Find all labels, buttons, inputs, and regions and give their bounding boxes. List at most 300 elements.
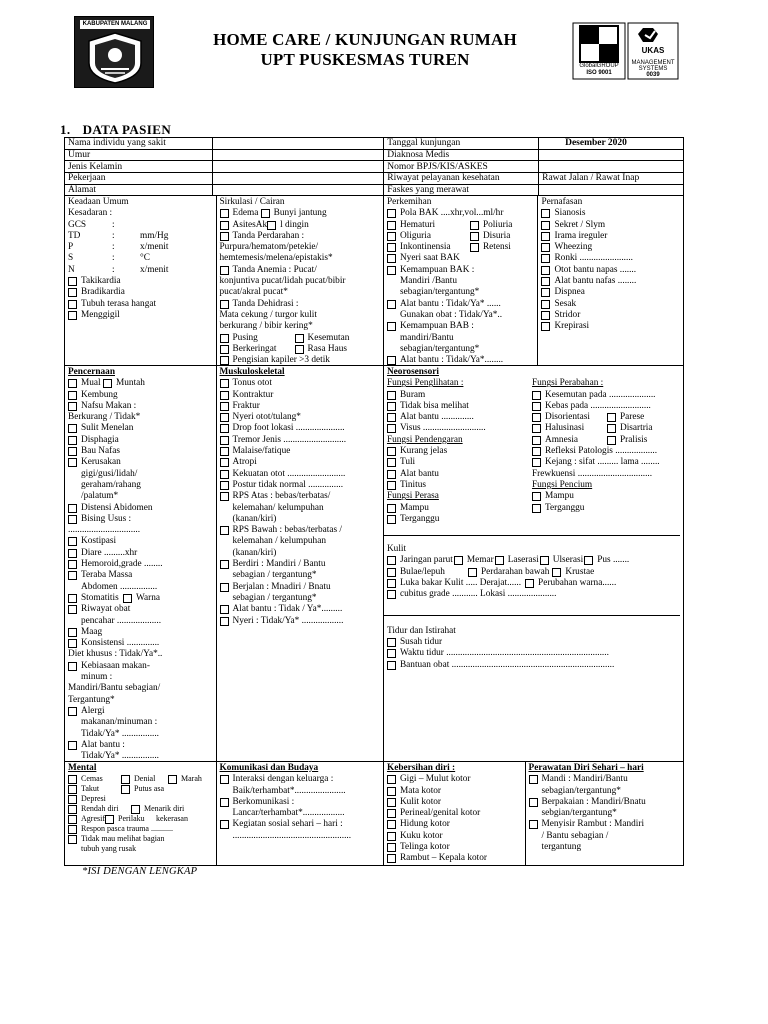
checkbox[interactable] (68, 639, 77, 648)
info-value-cell[interactable] (539, 161, 684, 173)
info-value-cell[interactable] (539, 149, 684, 161)
keadaan-umum-section (65, 196, 217, 365)
checkbox[interactable] (220, 266, 229, 275)
checkbox[interactable] (295, 334, 304, 343)
section-number: 1. (60, 122, 71, 137)
pus-label: Pus ....... (597, 555, 630, 566)
interaksi-label: Interaksi dengan keluarga : (232, 774, 334, 785)
dingin-label: l dingin (280, 219, 309, 230)
checkbox[interactable] (541, 221, 550, 230)
penglihatan-item[interactable] (387, 412, 532, 423)
patient-info-body (65, 138, 684, 196)
checkbox[interactable] (607, 424, 616, 433)
checkbox[interactable] (220, 334, 229, 343)
checkbox[interactable] (454, 556, 463, 565)
checkbox[interactable] (387, 556, 396, 565)
checkbox[interactable] (387, 832, 396, 841)
vital-cell: N (68, 264, 75, 275)
mental-title: Mental (68, 763, 97, 773)
pernafasan-item[interactable] (541, 287, 680, 298)
checkbox[interactable] (387, 809, 396, 818)
refleksi-label: Refleksi Patologis .................. (544, 446, 658, 457)
perabahan-items (532, 390, 677, 413)
checkbox[interactable] (220, 221, 229, 230)
checkbox[interactable] (220, 458, 229, 467)
checkbox[interactable] (532, 413, 541, 422)
perkemihan-section (384, 196, 539, 365)
halusinasi-label: Halusinasi (544, 423, 585, 434)
checkbox[interactable] (68, 662, 77, 671)
checkbox[interactable] (68, 515, 77, 524)
checkbox[interactable] (220, 775, 229, 784)
checkbox[interactable] (387, 232, 396, 241)
tidur-item[interactable] (387, 648, 677, 659)
checkbox[interactable] (387, 402, 396, 411)
checkbox[interactable] (220, 379, 229, 388)
vital-cell: TD (68, 230, 81, 241)
pendengaran-item[interactable] (387, 446, 532, 457)
checkbox[interactable] (387, 787, 396, 796)
checkbox[interactable] (387, 424, 396, 433)
checkbox-label: Alat bantu nafas ........ (554, 276, 637, 287)
checkbox[interactable] (387, 209, 396, 218)
pernafasan-item[interactable] (541, 220, 680, 231)
checkbox[interactable] (68, 835, 77, 844)
checkbox[interactable] (220, 560, 229, 569)
checkbox[interactable] (387, 504, 396, 513)
checkbox[interactable] (607, 436, 616, 445)
pencium-item[interactable] (532, 503, 677, 514)
checkbox-label: Telinga kotor (399, 842, 450, 853)
checkbox[interactable] (540, 556, 549, 565)
checkbox[interactable] (387, 322, 396, 331)
section-title: DATA PASIEN (82, 122, 172, 137)
perasa-items (387, 503, 532, 526)
info-value-cell[interactable]: Rawat Jalan / Rawat Inap (539, 173, 684, 185)
checkbox[interactable] (267, 221, 276, 230)
perasa-item[interactable] (387, 514, 532, 525)
tanda-dehidrasi-label: Tanda Dehidrasi : (232, 298, 299, 309)
checkbox[interactable] (387, 590, 396, 599)
checkbox[interactable] (387, 447, 396, 456)
vital-cell: : (112, 264, 115, 275)
checkbox[interactable] (607, 413, 616, 422)
checkbox[interactable] (220, 232, 229, 241)
kemampuan-bak-label: Kemampuan BAK : (399, 264, 475, 275)
checkbox[interactable] (532, 424, 541, 433)
info-value-cell[interactable] (212, 138, 383, 150)
checkbox[interactable] (68, 277, 77, 286)
checkbox[interactable] (220, 413, 229, 422)
komunikasi-section (217, 762, 384, 865)
interaksi-detail: Baik/terhambat*...................... (232, 785, 346, 796)
checkbox-label: Postur tidak normal ............... (232, 479, 344, 490)
pencahar-label: pencahar ................... (81, 615, 162, 626)
neuro-title: Neorosensori (386, 367, 439, 377)
kebersihan-item[interactable] (387, 853, 522, 864)
checkbox[interactable] (168, 775, 177, 784)
checkbox-label: Disphagia (81, 434, 119, 445)
checkbox[interactable] (541, 243, 550, 252)
info-value-cell[interactable] (212, 149, 383, 161)
riwayat-obat-label: Riwayat obat (81, 604, 131, 615)
logo-text: KABUPATEN MALANG (80, 20, 150, 29)
berdiri-detail: sebagian / tergantung* (232, 570, 317, 581)
info-label-cell: Riwayat pelayanan kesehatan (384, 173, 539, 185)
checkbox[interactable] (470, 243, 479, 252)
checkbox-label: Ronki ....................... (554, 253, 633, 264)
kebersihan-item[interactable] (387, 808, 522, 819)
keadaan-item[interactable] (68, 310, 213, 321)
kerusakan-detail-3: /palatum* (81, 491, 119, 502)
pralisis-label: Pralisis (619, 434, 648, 445)
muskulo-item[interactable] (220, 480, 380, 491)
checkbox[interactable] (220, 424, 229, 433)
keadaan-item[interactable] (68, 287, 213, 298)
muskulo-item[interactable] (220, 378, 380, 389)
checkbox[interactable] (68, 447, 77, 456)
penglihatan-item[interactable] (387, 423, 532, 434)
checkbox[interactable] (468, 568, 477, 577)
pernafasan-item[interactable] (541, 208, 680, 219)
checkbox[interactable] (529, 820, 538, 829)
checkbox[interactable] (541, 254, 550, 263)
checkbox[interactable] (68, 775, 77, 784)
info-label-cell: Pekerjaan (65, 173, 213, 185)
checkbox[interactable] (68, 402, 77, 411)
checkbox[interactable] (387, 458, 396, 467)
checkbox[interactable] (68, 815, 77, 824)
checkbox[interactable] (220, 345, 229, 354)
checkbox[interactable] (123, 594, 132, 603)
vital-cell: : (112, 242, 115, 253)
checkbox[interactable] (68, 458, 77, 467)
vital-cell: : (112, 253, 115, 264)
pendengaran-item[interactable] (387, 457, 532, 468)
checkbox[interactable] (220, 481, 229, 490)
checkbox-label: Mata kotor (399, 785, 442, 796)
bising-usus-label: Bising Usus : (81, 513, 132, 524)
checkbox[interactable] (68, 504, 77, 513)
disartria-label: Disartria (619, 423, 653, 434)
alat-bantu-label: Alat bantu : (81, 739, 125, 750)
vital-cell: : (112, 230, 115, 241)
muskulo-item[interactable] (220, 401, 380, 412)
checkbox[interactable] (220, 820, 229, 829)
checkbox[interactable] (541, 311, 550, 320)
checkbox[interactable] (532, 492, 541, 501)
kebersihan-item[interactable] (387, 831, 522, 842)
muntah-label: Muntah (116, 378, 145, 389)
checkbox[interactable] (103, 379, 112, 388)
checkbox[interactable] (68, 436, 77, 445)
muskuloskeletal-section (217, 366, 384, 761)
checkbox[interactable] (387, 254, 396, 263)
checkbox[interactable] (131, 805, 140, 814)
checkbox-label: Terganggu (544, 502, 585, 513)
neurosensori-section (384, 366, 683, 761)
checkbox[interactable] (387, 266, 396, 275)
poliuria-label: Poliuria (482, 219, 513, 230)
checkbox[interactable] (68, 571, 77, 580)
kebersihan-item[interactable] (387, 774, 522, 785)
berkomunikasi-detail: Lancar/terhambat*.................. (232, 808, 345, 819)
checkbox[interactable] (387, 843, 396, 852)
checkbox[interactable] (68, 805, 77, 814)
takut-label: Takut (81, 784, 100, 794)
vital-row (68, 265, 213, 276)
checkbox[interactable] (387, 470, 396, 479)
muskulo-item[interactable] (220, 469, 380, 480)
checkbox[interactable] (68, 300, 77, 309)
pendengaran-item[interactable] (387, 469, 532, 480)
putus-asa-label: Putus asa (134, 784, 164, 794)
checkbox[interactable] (532, 436, 541, 445)
dehidrasi-detail-2: berkurang / bibir kering* (219, 321, 313, 332)
checkbox[interactable] (541, 266, 550, 275)
checkbox[interactable] (541, 209, 550, 218)
checkbox[interactable] (387, 820, 396, 829)
checkbox-label: Buram (399, 389, 426, 400)
checkbox[interactable] (495, 556, 504, 565)
checkbox[interactable] (541, 277, 550, 286)
pencernaan-items (68, 423, 213, 457)
cert-left-text (574, 63, 624, 77)
checkbox[interactable] (220, 447, 229, 456)
muskulo-item[interactable] (220, 423, 380, 434)
info-value-cell[interactable] (539, 184, 684, 196)
muskulo-item[interactable] (220, 435, 380, 446)
checkbox[interactable] (68, 795, 77, 804)
muskulo-item[interactable] (220, 457, 380, 468)
checkbox[interactable] (68, 560, 77, 569)
checkbox[interactable] (220, 492, 229, 501)
pernafasan-item[interactable] (541, 310, 680, 321)
mandiri-label: Mandiri/Bantu sebagian/ (68, 683, 161, 694)
checkbox[interactable] (261, 209, 270, 218)
kebersihan-item[interactable] (387, 819, 522, 830)
perabahan-item[interactable] (532, 390, 677, 401)
info-value-cell[interactable] (212, 173, 383, 185)
pernafasan-item[interactable] (541, 321, 680, 332)
checkbox[interactable] (68, 605, 77, 614)
checkbox[interactable] (387, 391, 396, 400)
checkbox[interactable] (68, 741, 77, 750)
checkbox-label: Waktu tidur ...................................................................... (399, 648, 609, 659)
checkbox[interactable] (387, 775, 396, 784)
checkbox[interactable] (387, 579, 396, 588)
checkbox[interactable] (68, 537, 77, 546)
frekuensi-label: Frewkuensi ................................ (531, 468, 653, 479)
checkbox[interactable] (220, 470, 229, 479)
checkbox[interactable] (387, 649, 396, 658)
checkbox[interactable] (584, 556, 593, 565)
perkemihan-title: Perkemihan (386, 197, 432, 207)
tidur-item[interactable] (387, 660, 677, 671)
berpakaian-label: Berpakaian : Mandiri/Bnatu (541, 796, 646, 807)
pencernaan-item[interactable] (68, 435, 213, 446)
checkbox[interactable] (387, 243, 396, 252)
pencernaan-item[interactable] (68, 446, 213, 457)
info-value-cell[interactable]: Desember 2020 (539, 138, 684, 150)
keadaan-item[interactable] (68, 299, 213, 310)
pernafasan-item[interactable] (541, 231, 680, 242)
checkbox[interactable] (387, 515, 396, 524)
checkbox[interactable] (68, 785, 77, 794)
perabahan-title: Fungsi Perabahan : (531, 378, 604, 389)
tidak-mau-melihat-label: Tidak mau melihat bagian (81, 834, 165, 844)
info-value-cell[interactable] (212, 161, 383, 173)
pernafasan-item[interactable] (541, 253, 680, 264)
muskulo-item[interactable] (220, 412, 380, 423)
penglihatan-item[interactable] (387, 390, 532, 401)
perabahan-item[interactable] (532, 401, 677, 412)
pernafasan-item[interactable] (541, 265, 680, 276)
checkbox[interactable] (532, 504, 541, 513)
checkbox-label: Kuku kotor (399, 830, 443, 841)
nyeri-bak-label: Nyeri saat BAK (399, 253, 460, 264)
info-row (65, 161, 684, 173)
checkbox[interactable] (387, 798, 396, 807)
pernafasan-item[interactable] (541, 299, 680, 310)
checkbox[interactable] (387, 356, 396, 365)
gunakan-obat-label: Gunakan obat : Tidak/Ya*.. (399, 309, 503, 320)
info-row (65, 173, 684, 185)
pencernaan-item[interactable] (68, 423, 213, 434)
checkbox[interactable] (68, 549, 77, 558)
checkbox[interactable] (220, 798, 229, 807)
checkbox[interactable] (532, 458, 541, 467)
parese-label: Parese (619, 412, 645, 423)
vital-row (68, 242, 213, 253)
checkbox[interactable] (68, 424, 77, 433)
checkbox[interactable] (529, 798, 538, 807)
checkbox[interactable] (220, 356, 229, 365)
dehidrasi-detail-1: Mata cekung / turgor kulit (219, 309, 317, 320)
checkbox[interactable] (387, 481, 396, 490)
checkbox[interactable] (532, 402, 541, 411)
tanda-anemia-label: Tanda Anemia : Pucat/ (232, 264, 317, 275)
muskulo-item[interactable] (220, 390, 380, 401)
checkbox[interactable] (68, 311, 77, 320)
checkbox[interactable] (220, 209, 229, 218)
info-label-cell: Nama individu yang sakit (65, 138, 213, 150)
neuro-right-col (532, 378, 677, 525)
checkbox[interactable] (532, 391, 541, 400)
alergi-detail-1: makanan/minuman : (81, 717, 158, 728)
kebersihan-item[interactable] (387, 786, 522, 797)
checkbox[interactable] (68, 379, 77, 388)
alat-bantu-musk-label: Alat bantu : Tidak / Ya*......... (232, 604, 343, 615)
checkbox[interactable] (121, 775, 130, 784)
rps-atas-detail-2: (kanan/kiri) (232, 513, 277, 524)
checkbox[interactable] (387, 854, 396, 863)
checkbox[interactable] (387, 661, 396, 670)
checkbox-label: Tubuh terasa hangat (81, 298, 157, 309)
checkbox[interactable] (387, 638, 396, 647)
muskulo-item[interactable] (220, 446, 380, 457)
checkbox[interactable] (220, 436, 229, 445)
checkbox[interactable] (68, 825, 77, 834)
info-label-cell: Jenis Kelamin (65, 161, 213, 173)
pencium-item[interactable] (532, 491, 677, 502)
checkbox[interactable] (525, 579, 534, 588)
checkbox[interactable] (470, 232, 479, 241)
oliguria-label: Oliguria (399, 230, 431, 241)
checkbox[interactable] (541, 322, 550, 331)
checkbox[interactable] (541, 232, 550, 241)
warna-label: Warna (136, 592, 161, 603)
info-value-cell[interactable] (212, 184, 383, 196)
checkbox[interactable] (68, 628, 77, 637)
checkbox[interactable] (220, 391, 229, 400)
pernafasan-item[interactable] (541, 276, 680, 287)
pengisian-kapiler-label: Pengisian kapiler >3 detik (232, 355, 330, 365)
checkbox[interactable] (220, 605, 229, 614)
checkbox[interactable] (387, 221, 396, 230)
kebersihan-item[interactable] (387, 842, 522, 853)
vital-cell: : (112, 219, 115, 230)
checkbox[interactable] (295, 345, 304, 354)
checkbox[interactable] (387, 413, 396, 422)
kostipasi-label: Kostipasi (81, 536, 117, 547)
checkbox[interactable] (541, 288, 550, 297)
checkbox[interactable] (470, 221, 479, 230)
perubahan-warna-label: Perubahan warna...... (538, 578, 617, 589)
checkbox[interactable] (552, 568, 561, 577)
pendengaran-item[interactable] (387, 480, 532, 491)
crest-icon (83, 31, 147, 85)
checkbox[interactable] (68, 707, 77, 716)
checkbox-label: Mampu (544, 491, 574, 502)
kulit-title: Kulit (386, 544, 407, 555)
perdarahan-detail-1: Purpura/hematom/petekie/ (219, 242, 319, 253)
keadaan-item[interactable] (68, 276, 213, 287)
checkbox[interactable] (220, 617, 229, 626)
pernafasan-item[interactable] (541, 242, 680, 253)
checkbox[interactable] (68, 391, 77, 400)
checkbox[interactable] (532, 447, 541, 456)
checkbox[interactable] (105, 815, 114, 824)
checkbox[interactable] (541, 300, 550, 309)
penglihatan-item[interactable] (387, 401, 532, 412)
checkbox-label: Alat bantu (399, 468, 439, 479)
inkontinensia-label: Inkontinensia (399, 242, 451, 253)
tidur-item[interactable] (387, 637, 677, 648)
checkbox[interactable] (68, 288, 77, 297)
checkbox[interactable] (220, 300, 229, 309)
kerusakan-detail-2: geraham/rahang (81, 479, 141, 490)
checkbox[interactable] (220, 583, 229, 592)
perasa-item[interactable] (387, 503, 532, 514)
checkbox[interactable] (121, 785, 130, 794)
checkbox[interactable] (220, 526, 229, 535)
checkbox-label: Stridor (554, 309, 581, 320)
vital-cell: x/menit (140, 242, 169, 253)
checkbox[interactable] (387, 568, 396, 577)
menarik-diri-label: Menarik diri (144, 804, 185, 814)
tidur-title: Tidur dan Istirahat (386, 625, 456, 636)
checkbox[interactable] (68, 594, 77, 603)
checkbox[interactable] (529, 775, 538, 784)
vital-cell: mm/Hg (140, 230, 169, 241)
krustae-label: Krustae (565, 566, 595, 577)
tergantung-label: Tergantung* (68, 694, 115, 705)
kebersihan-item[interactable] (387, 797, 522, 808)
checkbox[interactable] (387, 300, 396, 309)
checkbox[interactable] (220, 402, 229, 411)
vitals-list (68, 220, 213, 276)
